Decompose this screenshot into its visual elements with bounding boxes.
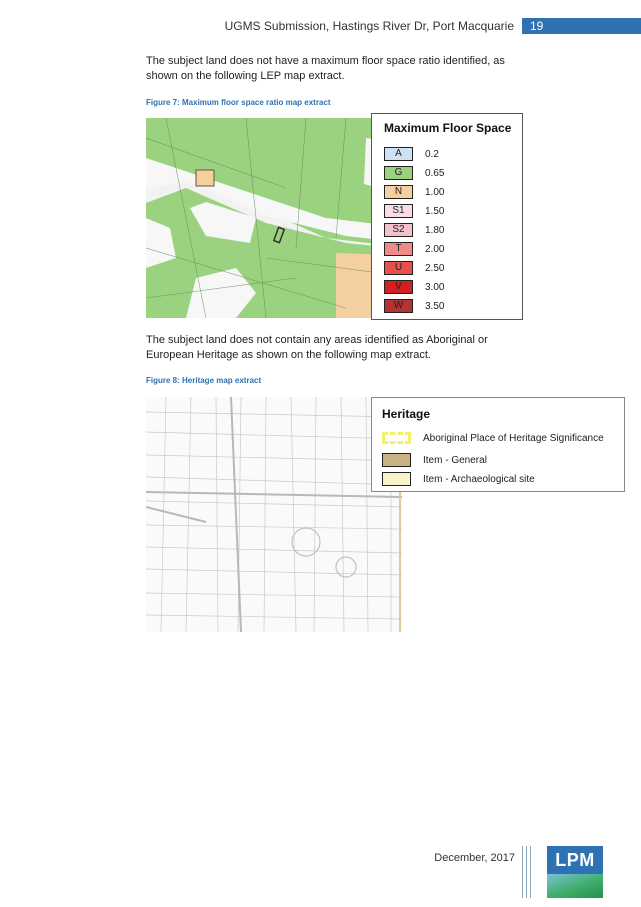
legend-swatch: U <box>384 261 413 275</box>
paragraph-heritage: The subject land does not contain any areas identified as Aboriginal or European Heritage as shown on the following map extract. <box>146 334 488 361</box>
paragraph-floor-space: The subject land does not have a maximum floor space ratio identified, as shown on the following LEP map extract. <box>146 55 505 82</box>
figure-8-caption: Figure 8: Heritage map extract <box>146 376 262 385</box>
legend-row-a <box>384 147 439 161</box>
legend-row-archaeological <box>382 472 535 486</box>
legend-swatch: G <box>384 166 413 180</box>
legend-swatch: T <box>384 242 413 256</box>
footer-divider-lines <box>522 846 534 898</box>
legend-row-u <box>384 261 444 275</box>
legend-swatch: W <box>384 299 413 313</box>
legend-swatch: A <box>384 147 413 161</box>
floor-space-legend <box>371 113 523 320</box>
legend-row-n <box>384 185 444 199</box>
legend-swatch: V <box>384 280 413 294</box>
legend-value: 1.80 <box>425 224 445 236</box>
legend-value: 3.00 <box>425 281 445 293</box>
legend-swatch: S2 <box>384 223 413 237</box>
dashed-swatch-icon <box>382 432 411 444</box>
legend-row-t <box>384 242 444 256</box>
footer-date: December, 2017 <box>434 852 515 864</box>
header-title: UGMS Submission, Hastings River Dr, Port Macquarie <box>224 19 514 33</box>
heritage-legend-title: Heritage <box>382 407 431 421</box>
page-number: 19 <box>522 18 641 34</box>
legend-value: 1.00 <box>425 186 445 198</box>
legend-label: Aboriginal Place of Heritage Significance <box>423 432 604 444</box>
legend-row-s1 <box>384 204 444 218</box>
legend-label: Item - Archaeological site <box>423 473 535 485</box>
legend-row-v <box>384 280 444 294</box>
logo-landscape-band <box>547 874 603 898</box>
figure-7-caption: Figure 7: Maximum floor space ratio map extract <box>146 98 331 107</box>
legend-value: 3.50 <box>425 300 445 312</box>
legend-value: 1.50 <box>425 205 445 217</box>
legend-row-item-general <box>382 453 487 467</box>
legend-swatch: S1 <box>384 204 413 218</box>
legend-swatch <box>382 453 411 467</box>
legend-row-s2 <box>384 223 444 237</box>
heritage-map <box>146 397 402 632</box>
legend-swatch <box>382 472 411 486</box>
lpm-logo-text: LPM <box>555 850 595 870</box>
floor-space-legend-title: Maximum Floor Space <box>384 121 512 135</box>
legend-swatch: N <box>384 185 413 199</box>
lpm-logo <box>547 846 603 898</box>
legend-value: 2.00 <box>425 243 445 255</box>
legend-row-g <box>384 166 444 180</box>
heritage-legend <box>371 397 625 492</box>
legend-row-w <box>384 299 444 313</box>
legend-row-aboriginal <box>382 432 604 444</box>
legend-value: 2.50 <box>425 262 445 274</box>
legend-value: 0.65 <box>425 167 445 179</box>
legend-value: 0.2 <box>425 148 439 160</box>
legend-label: Item - General <box>423 454 487 466</box>
